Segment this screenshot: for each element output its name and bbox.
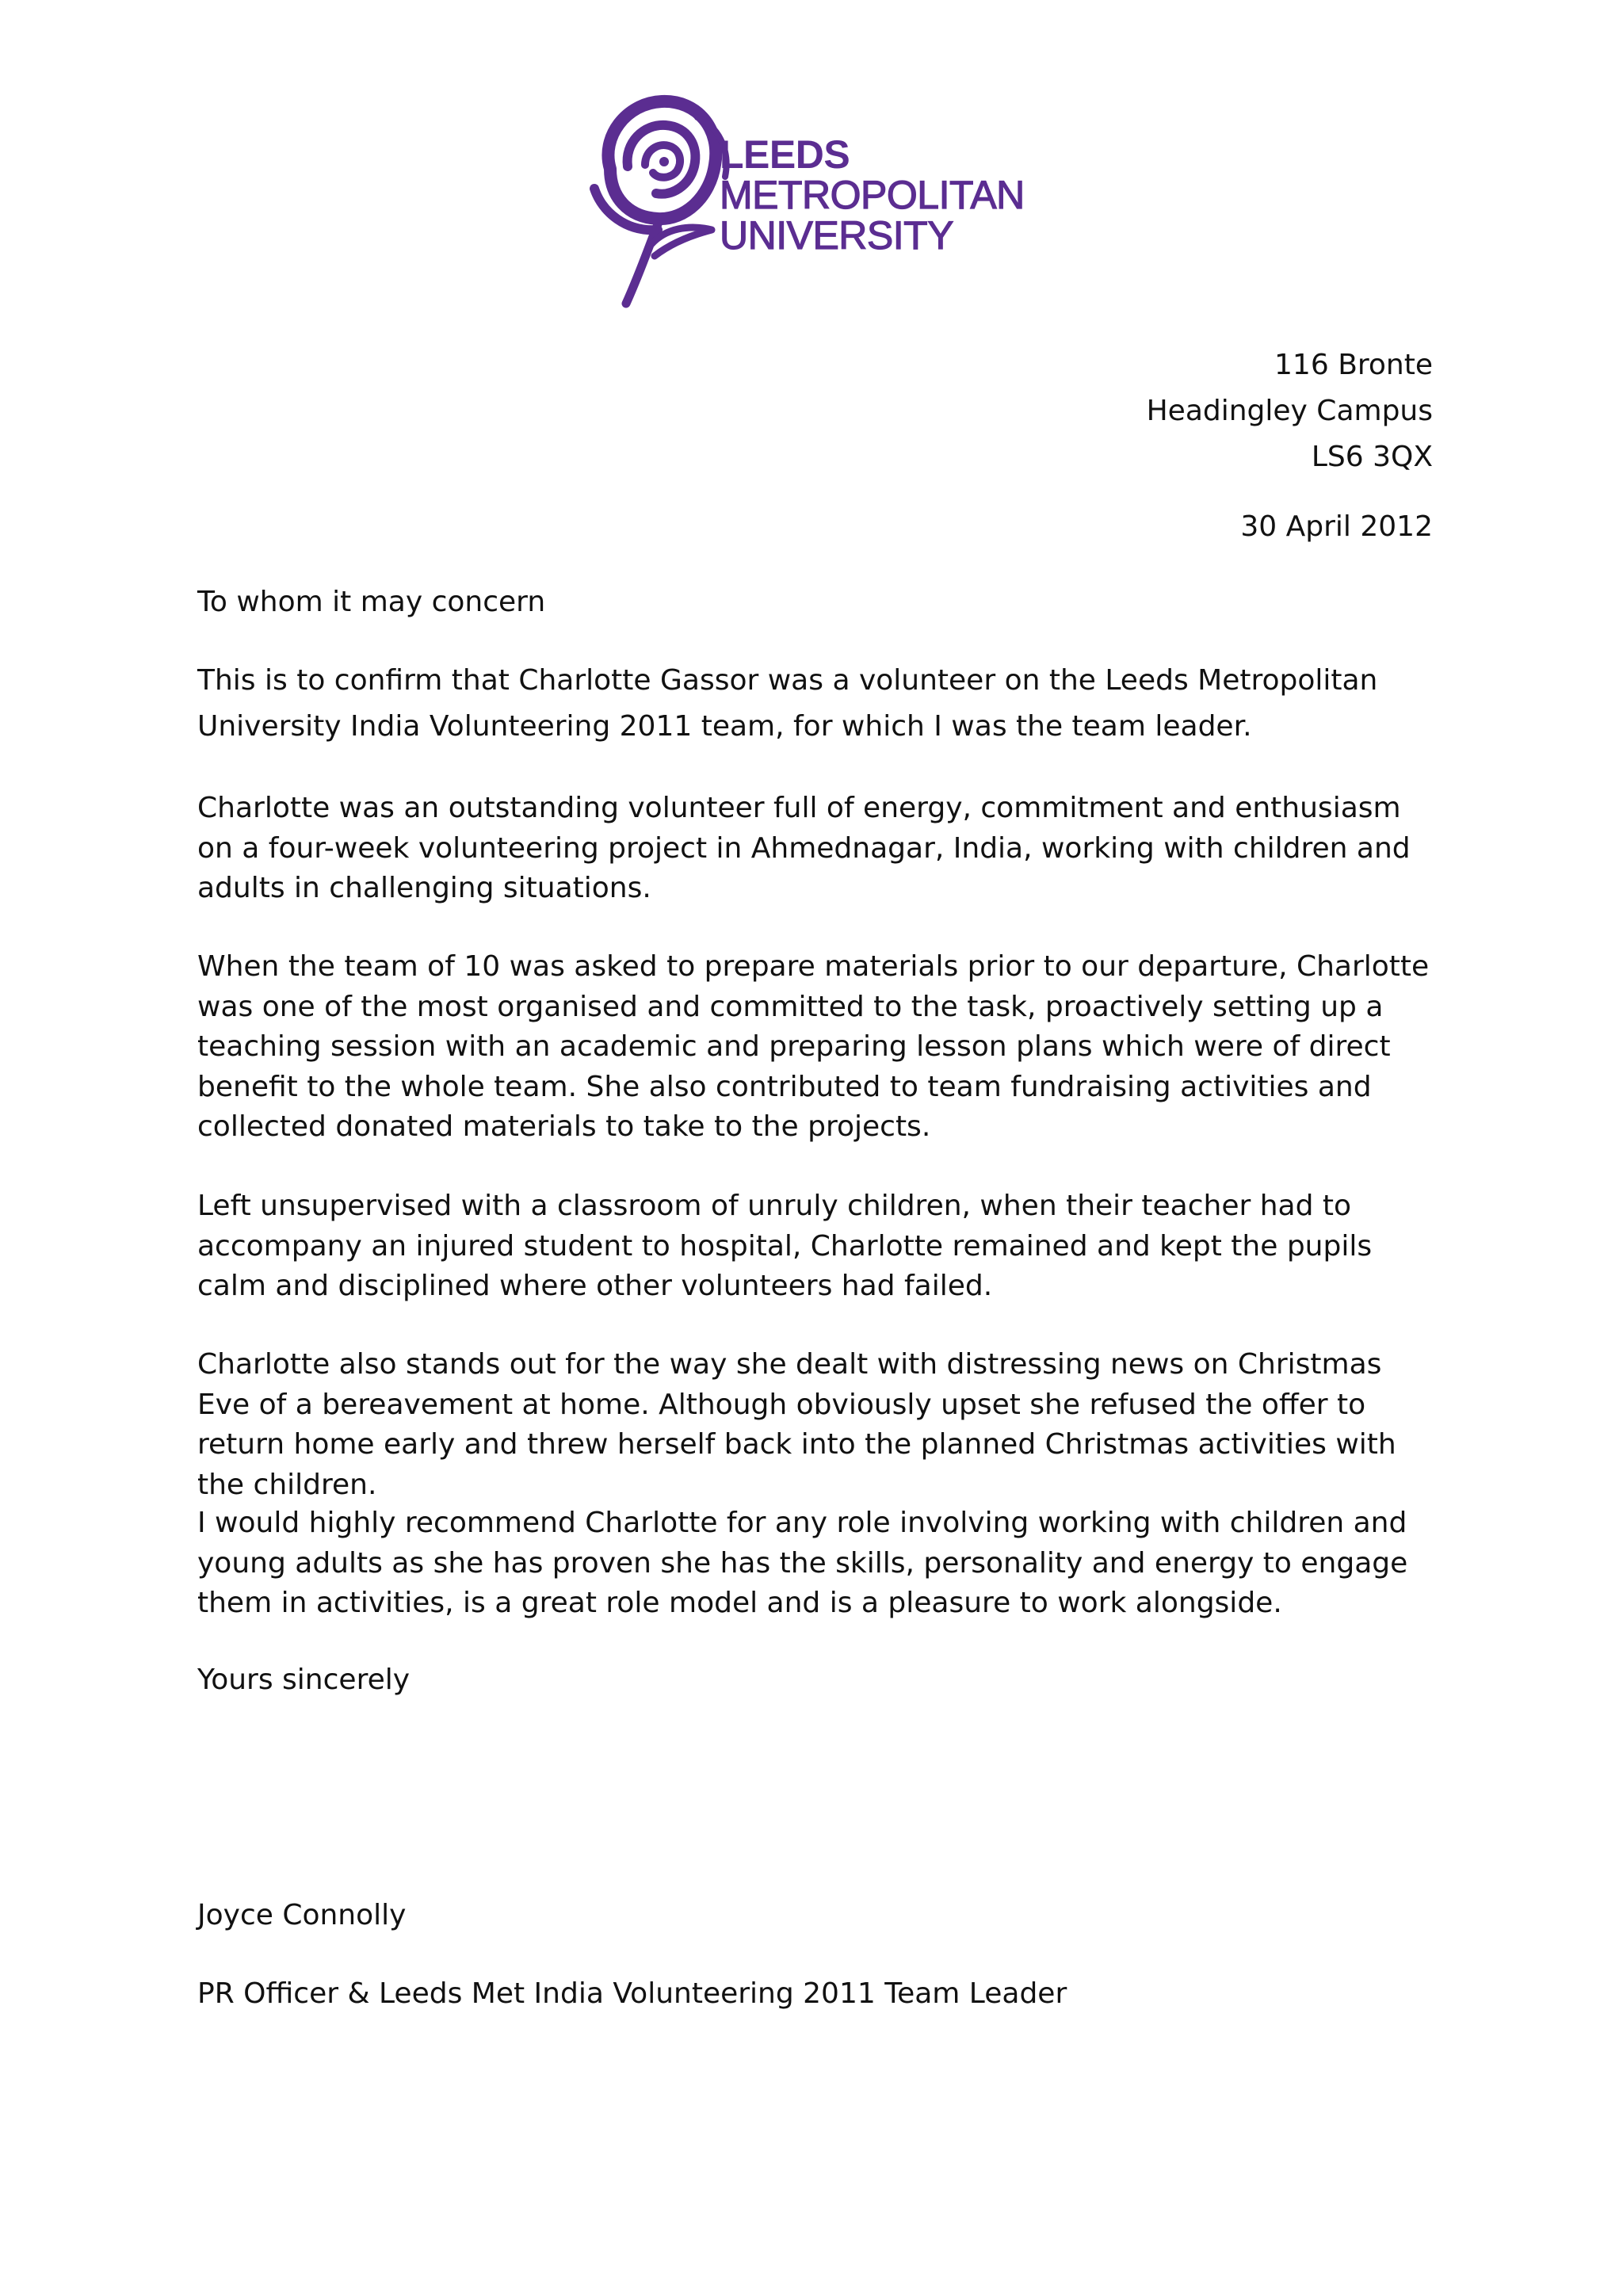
paragraph-3: When the team of 10 was asked to prepare materials prior to our departure, Charlotte was one of the most organised and committed to the task, proactively setting up a teaching session with an academic and preparing lesson plans which were of direct benefit to the whole team. She also contributed to team fundraising activities and collected donated materials to take to the projects. [197,950,1430,1143]
paragraph-6: I would highly recommend Charlotte for any role involving working with children and young adults as she has proven she has the skills, personality and energy to engage them in activities, is a great role model and is a pleasure to work alongside. [197,1507,1408,1619]
paragraph-5: Charlotte also stands out for the way she dealt with distressing news on Christmas Eve of a bereavement at home. Although obviously upset she refused the offer to return home early and threw herself back into the planned Christmas activities with the children. [197,1348,1396,1501]
logo-wordmark [720,132,1025,258]
logo-line-2: METROPOLITAN [720,173,1025,217]
salutation: To whom it may concern [197,586,546,618]
paragraph-4: Left unsupervised with a classroom of unruly children, when their teacher had to accompany an injured student to hospital, Charlotte remained and kept the pupils calm and disciplined where other volunteers had failed. [197,1190,1373,1302]
closing: Yours sincerely [197,1664,411,1696]
address-line-3: LS6 3QX [1311,441,1433,473]
paragraph-1: This is to confirm that Charlotte Gassor was a volunteer on the Leeds Metropolitan University India Volunteering 2011 team, for which I was the team leader. [197,664,1378,743]
letter-date: 30 April 2012 [1240,510,1433,543]
university-logo [579,94,1054,311]
logo-line-3: UNIVERSITY [720,213,954,258]
rose-emblem-icon [579,94,737,311]
sender-address [1147,342,1433,480]
signer-name: Joyce Connolly [197,1899,407,1931]
signer-role: PR Officer & Leeds Met India Volunteering 2011 Team Leader [197,1977,1067,2010]
paragraph-2: Charlotte was an outstanding volunteer full of energy, commitment and enthusiasm on a four-week volunteering project in Ahmednagar, India, working with children and adults in challenging situations. [197,792,1411,904]
address-line-2: Headingley Campus [1146,395,1433,427]
address-line-1: 116 Bronte [1274,349,1433,381]
logo-line-1: LEEDS [720,132,850,177]
